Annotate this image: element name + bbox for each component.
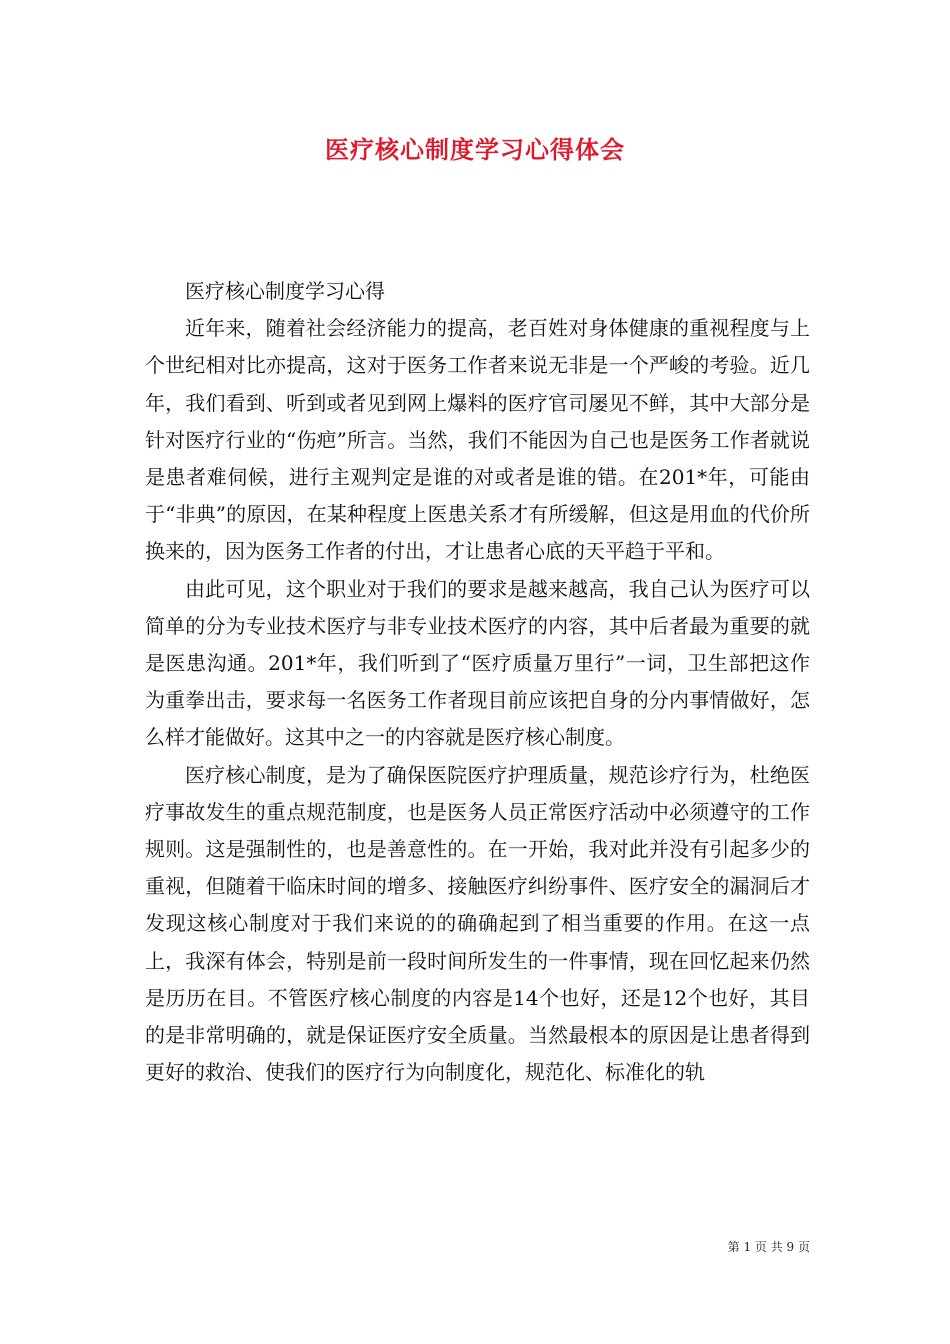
paragraph: 近年来，随着社会经济能力的提高，老百姓对身体健康的重视程度与上个世纪相对比亦提高，这对于医务工作者来说无非是一个严峻的考验。近几年，我们看到、听到或者见到网上爆料的医疗官司屡见不鲜，其中大部分是针对医疗行业的“伤疤”所言。当然，我们不能因为自己也是医务工作者就说是患者难伺候，进行主观判定是谁的对或者是谁的错。在201*年，可能由于“非典”的原因，在某种程度上医患关系才有所缓解，但这是用血的代价所换来的，因为医务工作者的付出，才让患者心底的天平趋于平和。 bbox=[145, 316, 810, 564]
document-body bbox=[145, 273, 810, 1091]
paragraph: 由此可见，这个职业对于我们的要求是越来越高，我自己认为医疗可以简单的分为专业技术医疗与非专业技术医疗的内容，其中后者最为重要的就是医患沟通。201*年，我们听到了“医疗质量万里行”一词，卫生部把这作为重拳出击，要求每一名医务工作者现目前应该把自身的分内事情做好，怎么样才能做好。这其中之一的内容就是医疗核心制度。 bbox=[145, 576, 810, 750]
paragraph: 医疗核心制度，是为了确保医院医疗护理质量，规范诊疗行为，杜绝医疗事故发生的重点规范制度，也是医务人员正常医疗活动中必须遵守的工作规则。这是强制性的，也是善意性的。在一开始，我对此并没有引起多少的重视，但随着干临床时间的增多、接触医疗纠纷事件、医疗安全的漏洞后才发现这核心制度对于我们来说的的确确起到了相当重要的作用。在这一点上，我深有体会，特别是前一段时间所发生的一件事情，现在回忆起来仍然是历历在目。不管医疗核心制度的内容是14个也好，还是12个也好，其目的是非常明确的，就是保证医疗安全质量。当然最根本的原因是让患者得到更好的救治、使我们的医疗行为向制度化，规范化、标准化的轨 bbox=[145, 762, 810, 1085]
paragraph-subtitle: 医疗核心制度学习心得 bbox=[185, 279, 385, 303]
page-number-footer: 第 1 页 共 9 页 bbox=[727, 1240, 810, 1254]
document-title: 医疗核心制度学习心得体会 bbox=[325, 135, 625, 164]
